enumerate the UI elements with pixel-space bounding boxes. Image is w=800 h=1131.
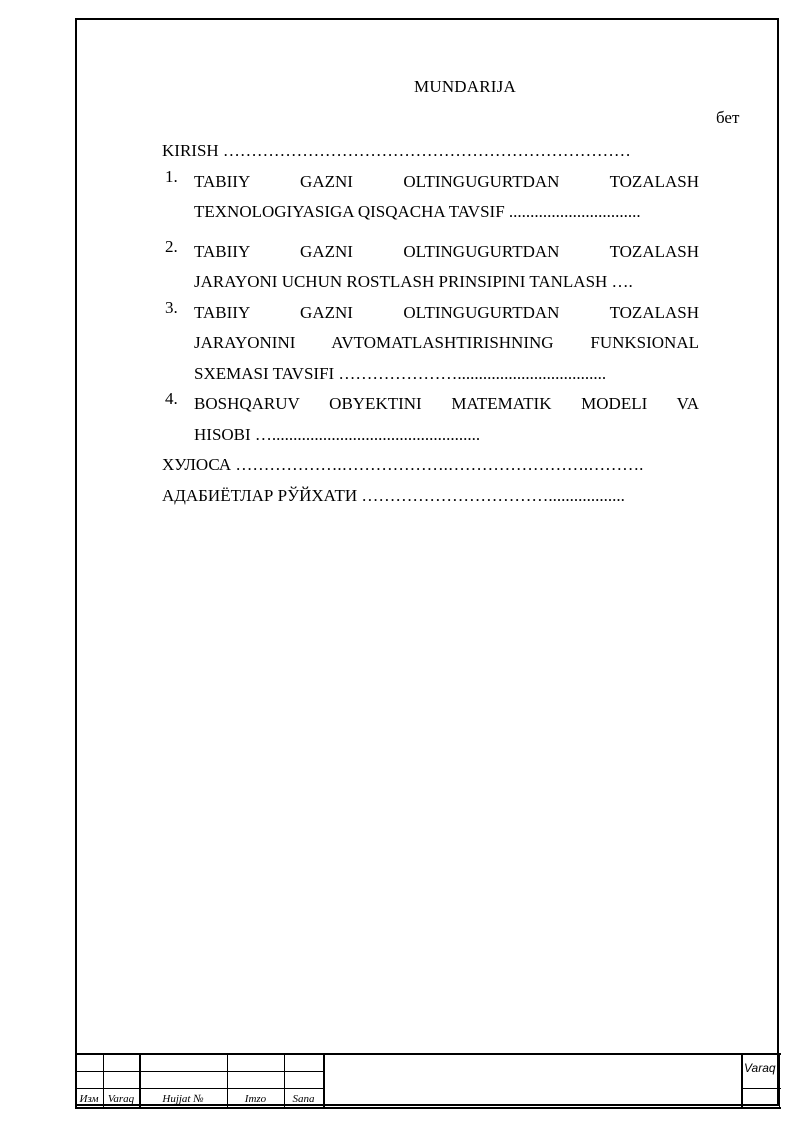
stamp-hujjat-label: Hujjat № [162, 1093, 204, 1105]
toc-item [162, 298, 699, 390]
toc-item-line: TEXNOLOGIYASIGA QISQACHA TAVSIF ............................... [194, 202, 641, 221]
toc-item-line: TABIIY GAZNI OLTINGUGURTDAN TOZALASH [194, 171, 699, 191]
stamp-sheet-label: Varaq [744, 1061, 776, 1075]
toc-item [162, 167, 699, 228]
toc-conclusion: ХУЛОСА ……………….……………….…………………….………. [162, 455, 644, 474]
toc-references: АДАБИЁТЛАР РЎЙХАТИ …………………………….................. [162, 485, 625, 505]
stamp-varaq-label: Varaq [107, 1093, 135, 1105]
toc-item-line: SXEMASI TAVSIFI …………………................................... [194, 363, 607, 383]
toc-item-line: BOSHQARUV OBYEKTINI MATEMATIK MODELI VA [194, 394, 699, 413]
table-of-contents [162, 136, 699, 511]
toc-item-number: 4. [165, 389, 178, 408]
toc-item-number: 3. [165, 297, 178, 317]
title-block-stamp [75, 1053, 781, 1107]
toc-intro: KIRISH ……………………………………………………………… [162, 141, 631, 160]
stamp-imzo-label: Imzo [244, 1093, 267, 1105]
stamp-izm-label: Изм [79, 1093, 99, 1105]
toc-item-line: TABIIY GAZNI OLTINGUGURTDAN TOZALASH [194, 241, 699, 261]
toc-item-line: JARAYONINI AVTOMATLASHTIRISHNING FUNKSIONAL [194, 333, 699, 352]
toc-item-number: 2. [165, 236, 178, 256]
document-title: MUNDARIJA [414, 77, 516, 96]
stamp-sana-label: Sana [292, 1093, 315, 1105]
toc-item-number: 1. [165, 166, 178, 186]
toc-item-line: HISOBI …................................................. [194, 424, 481, 444]
toc-item-line: TABIIY GAZNI OLTINGUGURTDAN TOZALASH [194, 302, 699, 322]
toc-item [162, 237, 699, 298]
page-column-label: бет [716, 108, 740, 127]
toc-item [162, 389, 699, 450]
toc-item-line: JARAYONI UCHUN ROSTLASH PRINSIPINI TANLASH …. [194, 272, 633, 291]
